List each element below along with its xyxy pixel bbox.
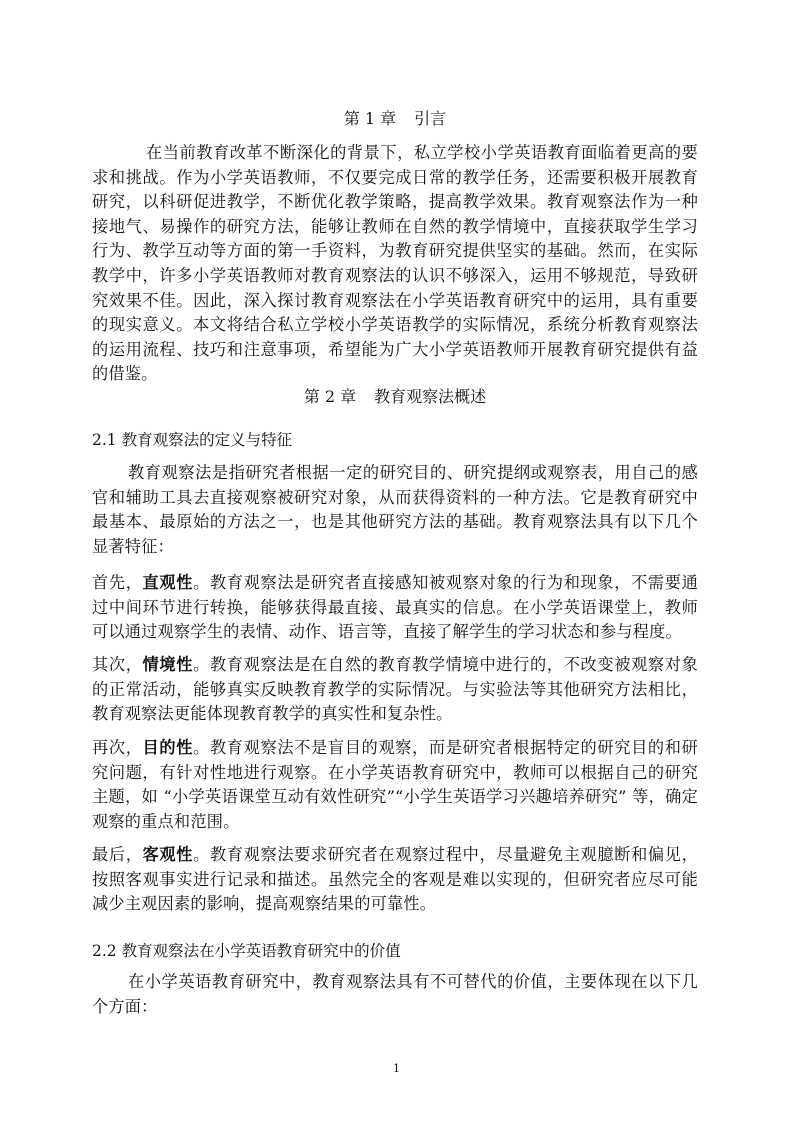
feature-text: 。教育观察法是在自然的教育教学情境中进行的，不改变被观察对象的正常活动，能够真实反映教育教学的实际情况。与实验法等其他研究方法相比，教育观察法更能体现教育教学的真实性和复杂性。 — [92, 655, 698, 724]
chapter-title: 教育观察法概述 — [374, 387, 487, 406]
feature-term: 直观性 — [142, 573, 194, 592]
chapter-title: 引言 — [414, 109, 447, 128]
feature-lead: 首先， — [92, 573, 143, 592]
feature-paragraph — [92, 736, 698, 834]
feature-lead: 其次， — [92, 655, 143, 674]
feature-term: 客观性 — [142, 845, 194, 864]
section-2-1-intro: 教育观察法是指研究者根据一定的研究目的、研究提纲或观察表，用自己的感官和辅助工具去直接观察被研究对象，从而获得资料的一种方法。它是教育研究中最基本、最原始的方法之一，也是其他研究方法的基础。教育观察法具有以下几个显著特征： — [92, 463, 698, 556]
section-2-2-intro: 在小学英语教育研究中，教育观察法具有不可替代的价值，主要体现在以下几个方面： — [92, 972, 698, 1016]
feature-paragraph — [92, 653, 698, 727]
feature-text: 。教育观察法不是盲目的观察，而是研究者根据特定的研究目的和研究问题，有针对性地进行观察。在小学英语教育研究中，教师可以根据自己的研究主题，如 “小学英语课堂互动有效性研究”“小学生英语学习兴趣培养研究” 等，确定观察的重点和范围。 — [92, 738, 698, 831]
feature-lead: 最后， — [92, 845, 143, 864]
chapter-1-heading — [92, 107, 698, 131]
feature-text: 。教育观察法要求研究者在观察过程中，尽量避免主观臆断和偏见，按照客观事实进行记录和描述。虽然完全的客观是难以实现的，但研究者应尽可能减少主观因素的影响，提高观察结果的可靠性。 — [92, 845, 698, 914]
feature-term: 情境性 — [142, 655, 194, 674]
feature-term: 目的性 — [142, 738, 194, 757]
intro-paragraph: 在当前教育改革不断深化的背景下，私立学校小学英语教育面临着更高的要求和挑战。作为小学英语教师，不仅要完成日常的教学任务，还需要积极开展教育研究，以科研促进教学，不断优化教学策略，提高教学效果。教育观察法作为一种接地气、易操作的研究方法，能够让教师在自然的教学情境中，直接获取学生学习行为、教学互动等方面的第一手资料，为教育研究提供坚实的基础。然而，在实际教学中，许多小学英语教师对教育观察法的认识不够深入，运用不够规范，导致研究效果不佳。因此，深入探讨教育观察法在小学英语教育研究中的运用，具有重要的现实意义。本文将结合私立学校小学英语教学的实际情况，系统分析教育观察法的运用流程、技巧和注意事项，希望能为广大小学英语教师开展教育研究提供有益的借鉴。 — [92, 143, 698, 384]
section-2-2-heading: 2.2 教育观察法在小学英语教育研究中的价值 — [92, 942, 401, 960]
feature-paragraph — [92, 571, 698, 645]
chapter-number: 第 2 章 — [303, 387, 357, 406]
section-2-1-heading: 2.1 教育观察法的定义与特征 — [92, 431, 293, 449]
chapter-2-heading — [92, 385, 698, 409]
chapter-number: 第 1 章 — [343, 109, 397, 128]
page-number: 1 — [393, 1062, 400, 1075]
feature-paragraph — [92, 843, 698, 917]
feature-lead: 再次， — [92, 738, 143, 757]
feature-text: 。教育观察法是研究者直接感知被观察对象的行为和现象，不需要通过中间环节进行转换，能够获得最直接、最真实的信息。在小学英语课堂上，教师可以通过观察学生的表情、动作、语言等，直接了解学生的学习状态和参与程度。 — [92, 573, 698, 642]
